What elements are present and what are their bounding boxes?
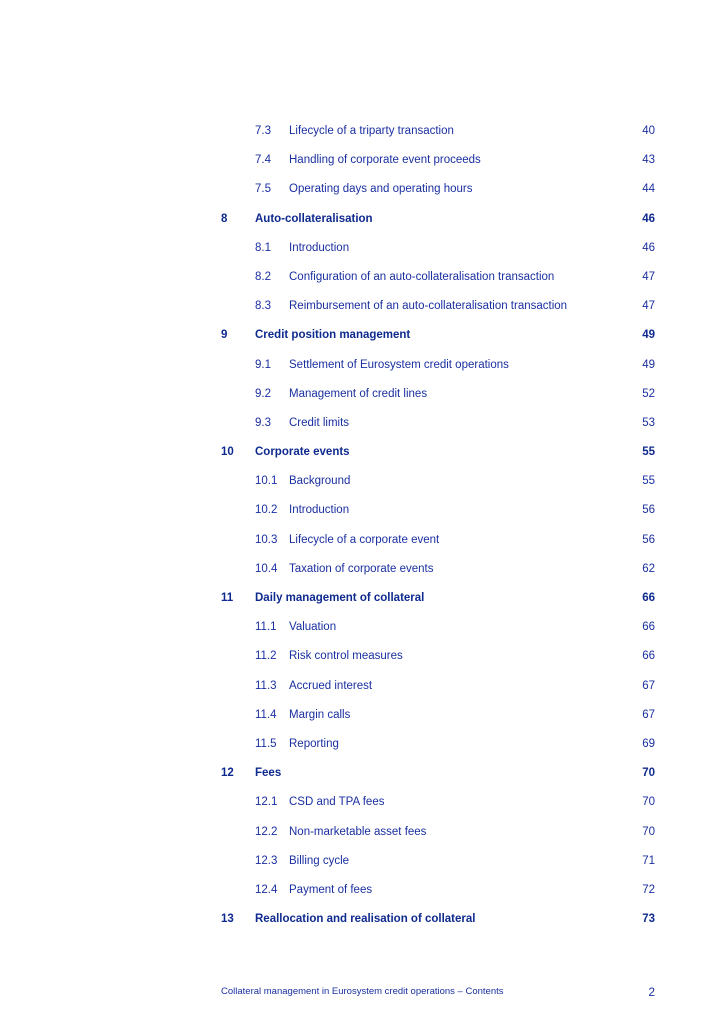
toc-entry-page: 49: [642, 329, 655, 342]
toc-entry-number: 12.1: [255, 796, 278, 809]
toc-entry-page: 44: [642, 183, 655, 196]
toc-entry-page: 55: [642, 475, 655, 488]
toc-entry-number: 7.4: [255, 154, 271, 167]
toc-entry-page: 69: [642, 737, 655, 750]
toc-entry-number: 10.2: [255, 504, 278, 517]
toc-entry-number: 9.1: [255, 358, 271, 371]
toc-chapter-entry[interactable]: [0, 212, 724, 248]
toc-entry-title: Reporting: [289, 737, 339, 750]
toc-entry-number: 12.4: [255, 883, 278, 896]
toc-entry-title: Billing cycle: [289, 854, 350, 867]
toc-entry-number: 10.3: [255, 533, 278, 546]
toc-chapter-entry[interactable]: [0, 913, 724, 948]
toc-entry-title: Fees: [255, 767, 282, 780]
toc-entry-title: Background: [289, 475, 351, 488]
toc-entry-title: Non-marketable asset fees: [289, 825, 427, 838]
toc-entry-page: 55: [642, 446, 655, 459]
toc-entry-page: 52: [642, 387, 655, 400]
toc-entry-page: 62: [642, 562, 655, 575]
toc-entry-page: 73: [642, 913, 655, 926]
toc-entry-title: Introduction: [289, 504, 350, 517]
toc-entry-number: 8.2: [255, 270, 271, 283]
toc-entry-page: 49: [642, 358, 655, 371]
toc-entry-page: 46: [642, 241, 655, 254]
toc-entry-title: Auto-collateralisation: [255, 212, 373, 225]
toc-entry-number: 10.1: [255, 475, 278, 488]
toc-entry-title: Lifecycle of a triparty transaction: [289, 125, 454, 137]
toc-entry-title: Payment of fees: [289, 883, 373, 896]
toc-entry-title: CSD and TPA fees: [289, 796, 385, 809]
toc-entry-title: Corporate events: [255, 446, 350, 459]
toc-section-entry[interactable]: [0, 416, 724, 452]
toc-entry-title: Settlement of Eurosystem credit operations: [289, 358, 509, 371]
page-number: 2: [648, 985, 655, 999]
toc-entry-title: Margin calls: [289, 708, 351, 721]
toc-entry-title: Credit position management: [255, 329, 411, 342]
toc-entry-title: Configuration of an auto-collateralisation transaction: [289, 270, 555, 283]
toc-section-entry[interactable]: [0, 737, 724, 773]
toc-entry-page: 71: [642, 854, 655, 867]
toc-entry-number: 11.2: [255, 650, 277, 663]
toc-entry-title: Handling of corporate event proceeds: [289, 154, 481, 167]
toc-entry-number: 9.3: [255, 416, 271, 429]
toc-section-entry[interactable]: [0, 475, 724, 510]
toc-entry-page: 67: [642, 708, 655, 721]
toc-entry-number: 10: [221, 446, 234, 459]
toc-entry-title: Risk control measures: [289, 650, 403, 663]
toc-entry-number: 11.3: [255, 679, 277, 692]
toc-entry-title: Taxation of corporate events: [289, 562, 434, 575]
toc-entry-number: 13: [221, 913, 234, 926]
toc-entry-title: Valuation: [289, 621, 337, 634]
toc-entry-number: 7.5: [255, 183, 271, 196]
footer-text: Collateral management in Eurosystem credit operations – Contents: [221, 986, 504, 997]
toc-entry-page: 66: [642, 621, 655, 634]
toc-entry-page: 70: [642, 767, 655, 780]
toc-chapter-entry[interactable]: [0, 592, 724, 627]
toc-entry-number: 11: [221, 592, 234, 604]
toc-entry-page: 40: [642, 125, 655, 137]
toc-entry-number: 8.3: [255, 300, 271, 313]
toc-entry-number: 12.2: [255, 825, 278, 838]
toc-entry-page: 67: [642, 679, 655, 692]
toc-entry-page: 47: [642, 300, 655, 313]
toc-entry-number: 12.3: [255, 854, 278, 867]
toc-entry-title: Accrued interest: [289, 679, 373, 692]
toc-entry-page: 70: [642, 796, 655, 809]
toc-entry-title: Credit limits: [289, 416, 350, 429]
toc-entry-page: 47: [642, 270, 655, 283]
toc-entry-number: 8.1: [255, 241, 271, 254]
toc-entry-page: 70: [642, 825, 655, 838]
toc-entry-page: 72: [642, 883, 655, 896]
toc-entry-title: Management of credit lines: [289, 387, 428, 400]
toc-entry-page: 56: [642, 533, 655, 546]
toc-entry-number: 11.5: [255, 737, 277, 750]
toc-section-entry[interactable]: [0, 825, 724, 861]
toc-entry-number: 12: [221, 767, 234, 780]
toc-entry-title: Introduction: [289, 241, 350, 254]
toc-entry-number: 9.2: [255, 387, 271, 400]
toc-entry-title: Lifecycle of a corporate event: [289, 533, 440, 546]
toc-chapter-entry[interactable]: [0, 446, 724, 481]
toc-entry-number: 11.1: [255, 621, 277, 634]
toc-entry-page: 46: [642, 212, 655, 225]
toc-entry-title: Reimbursement of an auto-collateralisation transaction: [289, 300, 568, 313]
toc-entry-number: 11.4: [255, 708, 277, 721]
toc-entry-page: 53: [642, 416, 655, 429]
toc-entry-number: 8: [221, 212, 228, 225]
toc-entry-page: 66: [642, 650, 655, 663]
toc-section-entry[interactable]: [0, 679, 724, 715]
toc-entry-number: 7.3: [255, 125, 271, 137]
toc-entry-page: 43: [642, 154, 655, 167]
toc-section-entry[interactable]: [0, 387, 724, 423]
toc-entry-title: Reallocation and realisation of collateral: [255, 913, 476, 926]
toc-entry-number: 10.4: [255, 562, 278, 575]
toc-section-entry[interactable]: [0, 708, 724, 744]
toc-entry-title: Operating days and operating hours: [289, 183, 473, 196]
toc-entry-page: 66: [642, 592, 655, 604]
toc-entry-number: 9: [221, 329, 228, 342]
toc-entry-page: 56: [642, 504, 655, 517]
table-of-contents: [0, 125, 724, 948]
toc-entry-title: Daily management of collateral: [255, 592, 425, 604]
